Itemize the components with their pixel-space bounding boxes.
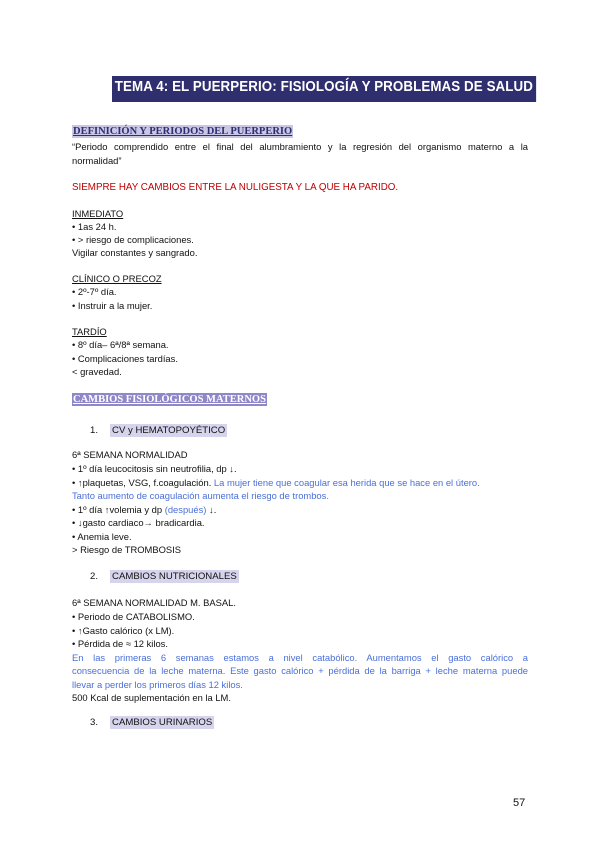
- nutri-line-4: • Pérdida de ≈ 12 kilos.: [72, 638, 168, 649]
- nutri-line-8: 500 Kcal de suplementación en la LM.: [72, 692, 231, 703]
- cv-line-5-note: (después): [164, 504, 207, 515]
- page-number: 57: [513, 797, 526, 809]
- subsection-nutri: [90, 570, 239, 583]
- definition-line-1: “Periodo comprendido entre el final del alumbramiento y la regresión del organismo materno a la: [72, 141, 528, 152]
- subsection-heading: CAMBIOS NUTRICIONALES: [112, 571, 237, 582]
- clinico-line-1: • 2º-7º día.: [72, 286, 117, 297]
- cv-line-1: 6ª SEMANA NORMALIDAD: [72, 449, 188, 460]
- cv-line-5-text: • 1º día ↑volemia y dp: [72, 504, 165, 515]
- cv-line-3-note: La mujer tiene que coagular esa herida que se hace en el útero.: [211, 477, 480, 488]
- cv-line-6: • ↓gasto cardiaco→ bradicardia.: [72, 517, 205, 528]
- subsection-urin: [90, 716, 214, 729]
- cv-line-3: [72, 476, 480, 489]
- cv-line-4: Tanto aumento de coagulación aumenta el riesgo de trombos.: [72, 490, 329, 501]
- alert-text: SIEMPRE HAY CAMBIOS ENTRE LA NULIGESTA Y LA QUE HA PARIDO.: [72, 182, 399, 193]
- inmediato-line-1: • 1as 24 h.: [72, 221, 117, 232]
- cv-line-5-end: ↓.: [206, 504, 217, 515]
- inmediato-line-3: Vigilar constantes y sangrado.: [72, 247, 198, 258]
- section-heading-cambios: CAMBIOS FISIOLÓGICOS MATERNOS: [73, 394, 266, 405]
- clinico-line-2: • Instruir a la mujer.: [72, 300, 153, 311]
- cv-line-8: > Riesgo de TROMBOSIS: [72, 544, 181, 555]
- nutri-line-1: 6ª SEMANA NORMALIDAD M. BASAL.: [72, 597, 236, 608]
- heading-clinico: CLÍNICO O PRECOZ: [72, 273, 162, 284]
- nutri-line-3: • ↑Gasto calórico (x LM).: [72, 625, 175, 636]
- subsection-cv: [90, 424, 227, 437]
- subsection-number: 2.: [90, 571, 99, 582]
- tardio-line-1: • 8º día– 6ª/8ª semana.: [72, 339, 169, 350]
- nutri-line-2: • Periodo de CATABOLISMO.: [72, 611, 195, 622]
- tardio-line-3: < gravedad.: [72, 366, 122, 377]
- nutri-line-5: En las primeras 6 semanas estamos a nivel catabólico. Aumentamos el gasto calórico a: [72, 652, 528, 663]
- heading-tardio: TARDÍO: [72, 326, 107, 337]
- nutri-line-7: llevar a perder los primeros días 12 kilos.: [72, 679, 243, 690]
- subsection-number: 3.: [90, 717, 99, 728]
- inmediato-line-2: • > riesgo de complicaciones.: [72, 234, 194, 245]
- cv-line-2: • 1º día leucocitosis sin neutrofilia, dp ↓.: [72, 463, 237, 474]
- section-heading-definition: DEFINICIÓN Y PERIODOS DEL PUERPERIO: [73, 126, 293, 137]
- heading-inmediato: INMEDIATO: [72, 208, 124, 219]
- subsection-heading: CV y HEMATOPOYÉTICO: [112, 425, 226, 436]
- cv-line-3-text: • ↑plaquetas, VSG, f.coagulación.: [72, 477, 212, 488]
- cv-line-7: • Anemia leve.: [72, 531, 132, 542]
- cv-line-5: [72, 503, 216, 516]
- subsection-number: 1.: [90, 425, 99, 436]
- subsection-heading: CAMBIOS URINARIOS: [112, 717, 213, 728]
- definition-line-2: normalidad”: [72, 155, 122, 166]
- page-title: TEMA 4: EL PUERPERIO: FISIOLOGÍA Y PROBLEMAS DE SALUD: [112, 76, 536, 102]
- nutri-line-6: consecuencia de la leche materna. Este gasto calórico + pérdida de la barriga + leche materna puede: [72, 665, 528, 676]
- tardio-line-2: • Complicaciones tardías.: [72, 353, 178, 364]
